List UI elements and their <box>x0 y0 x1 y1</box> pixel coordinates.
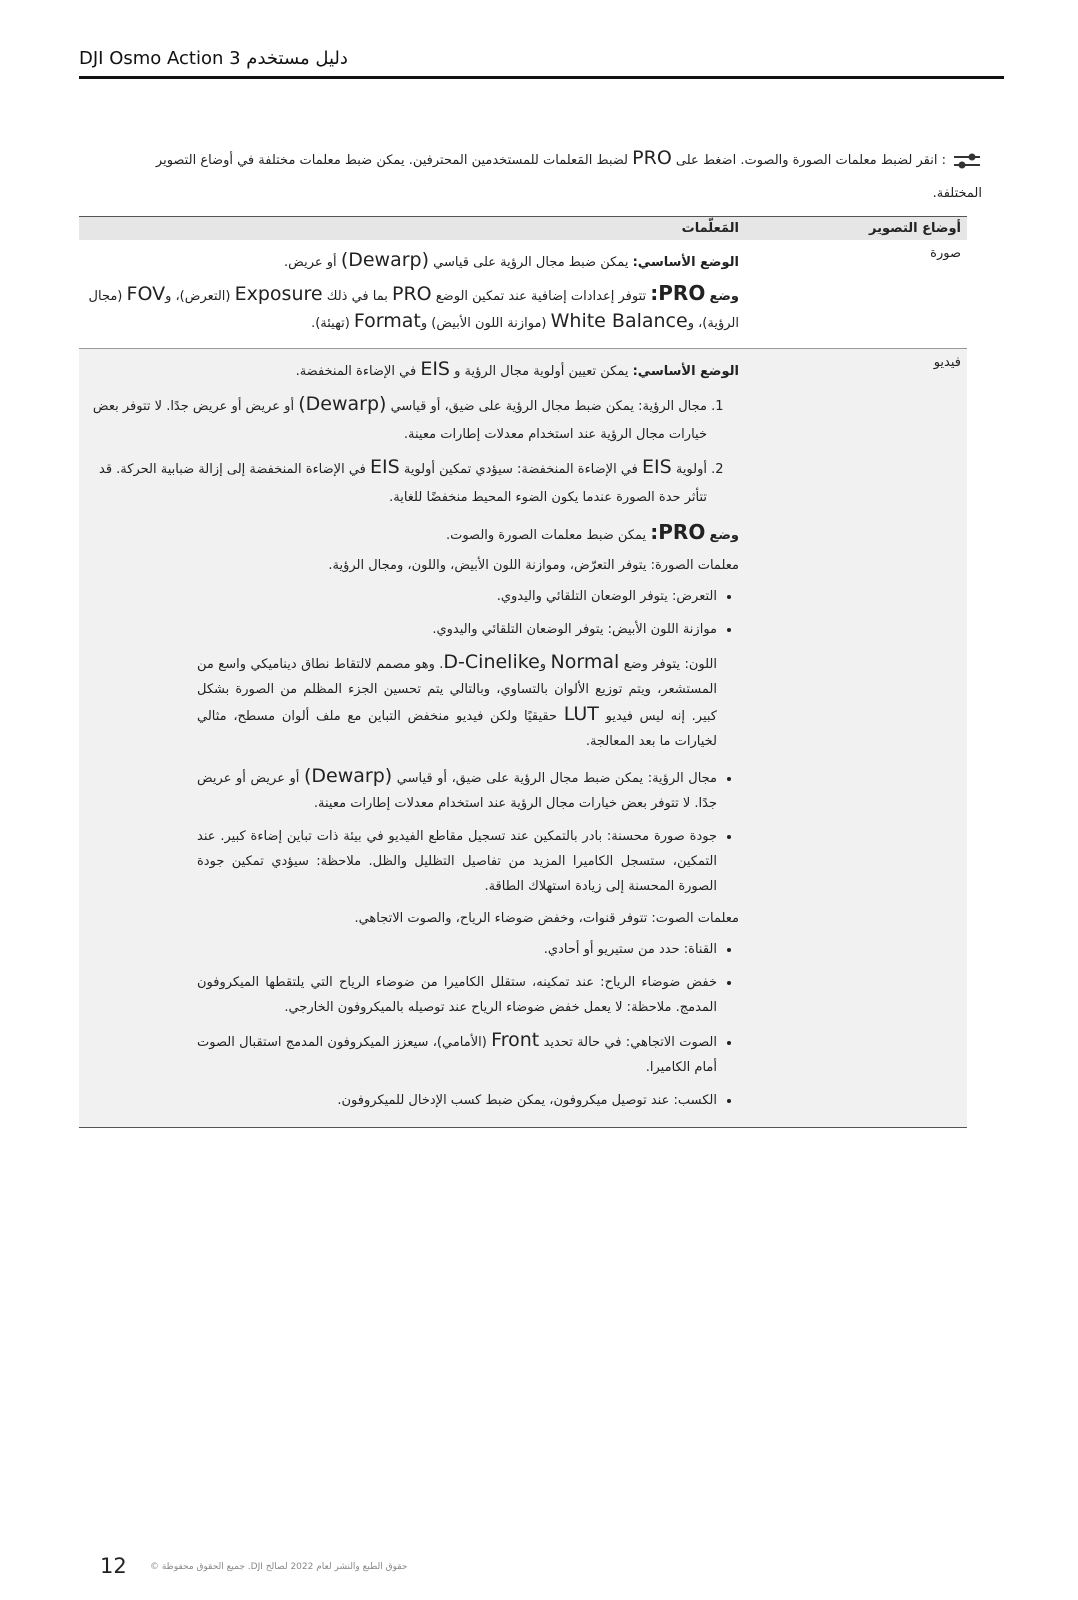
video-item2-text-c: في الإضاءة المنخفضة إلى إزالة ضبابية الحركة. قد تتأثر حدة الصورة عندما يكون الضوء المحيط منخفضًا للغاية. <box>99 462 707 505</box>
video-color-block <box>197 650 717 754</box>
video-item2-eis: EIS <box>642 456 672 478</box>
video-color-dcinelike: D-Cinelike <box>443 651 540 673</box>
video-row <box>79 349 967 1128</box>
video-dir-text-a: الصوت الاتجاهي: في حالة تحديد <box>543 1035 718 1050</box>
page-header <box>79 44 1004 79</box>
list-item: • موازنة اللون الأبيض: يتوفر الوضعان التلقائي واليدوي. <box>197 617 717 642</box>
video-color-normal: Normal <box>550 651 620 673</box>
video-dir-front: Front <box>491 1029 540 1051</box>
table-header-row <box>79 217 967 241</box>
photo-row <box>79 240 967 349</box>
list-item: • الكسب: عند توصيل ميكروفون، يمكن ضبط كسب الإدخال للميكروفون. <box>197 1088 717 1113</box>
photo-mode-cell: صورة <box>745 240 967 349</box>
photo-pro-text-3: (التعرض)، و <box>165 289 231 304</box>
video-audio-params: معلمات الصوت: تتوفر قنوات، وخفض ضوضاء الرياح، والصوت الاتجاهي. <box>354 911 739 926</box>
video-color-and: و <box>539 657 547 672</box>
video-item2-eis-2: EIS <box>370 456 400 478</box>
intro-paragraph <box>120 142 982 210</box>
shooting-modes-table <box>79 216 967 1128</box>
photo-params-cell <box>79 240 745 349</box>
list-item <box>85 453 707 512</box>
video-basic-label: الوضع الأساسي: <box>632 364 739 379</box>
photo-pro-mode <box>85 281 739 336</box>
video-item1-text-a: مجال الرؤية: يمكن ضبط مجال الرؤية على ضيق، أو قياسي <box>390 399 707 414</box>
photo-pro-text-1: تتوفر إعدادات إضافية عند تمكين الوضع <box>435 289 647 304</box>
photo-white-balance: White Balance <box>550 310 688 332</box>
photo-pro-text-6: (تهيئة). <box>311 316 350 331</box>
video-color-text-c: حقيقيًا ولكن فيديو منخفض التباين مع ملف ألوان مسطح، مثالي لخيارات ما بعد المعالجة. <box>197 709 717 749</box>
intro-pro: PRO <box>632 147 672 169</box>
photo-basic-text-2: أو عريض. <box>284 255 337 270</box>
video-fov-text-b: أو عريض أو عريض جدًا. لا تتوفر بعض خيارات مجال الرؤية عند استخدام معدلات إطارات معينة. <box>197 771 717 811</box>
page-number: 12 <box>100 1554 127 1578</box>
video-dir-text-b: (الأمامي)، سيعزز الميكروفون المدمج استقبال الصوت أمام الكاميرا. <box>197 1035 717 1075</box>
intro-colon: : <box>941 153 946 168</box>
header-params: المَعلّمات <box>79 217 745 241</box>
video-pro-mode <box>85 520 739 548</box>
video-fov-text-a: مجال الرؤية: يمكن ضبط مجال الرؤية على ضيق، أو قياسي <box>396 771 718 786</box>
video-audio-params-list <box>197 937 739 1113</box>
list-item: • خفض ضوضاء الرياح: عند تمكينه، ستقلل الكاميرا من ضوضاء الرياح التي يلتقطها الميكروفون المدمج. ملاحظة: لا يعمل خفض ضوضاء الرياح عند توصيله بالميكروفون الخارجي. <box>197 970 717 1020</box>
photo-pro-text-5: (موازنة اللون الأبيض) و <box>420 316 547 331</box>
photo-format: Format <box>353 310 421 332</box>
video-image-params: معلمات الصورة: يتوفر التعرّض، وموازنة اللون الأبيض، واللون، ومجال الرؤية. <box>328 558 739 573</box>
header-modes: أوضاع التصوير <box>745 217 967 241</box>
video-eis: EIS <box>420 358 450 380</box>
video-item1-text-b: أو عريض أو عريض جدًا. لا تتوفر بعض خيارات مجال الرؤية عند استخدام معدلات إطارات معينة. <box>92 399 707 442</box>
manual-title: DJI Osmo Action 3 دليل مستخدم <box>79 48 348 69</box>
copyright-notice: حقوق الطبع والنشر لعام 2022 لصالح DJI. جميع الحقوق محفوظة © <box>150 1562 408 1572</box>
photo-exposure: Exposure <box>234 283 323 305</box>
photo-dewarp: (Dewarp) <box>340 249 430 271</box>
video-image-params-list-2 <box>197 764 739 899</box>
photo-basic-text-1: يمكن ضبط مجال الرؤية على قياسي <box>433 255 629 270</box>
list-item: • التعرض: يتوفر الوضعان التلقائي واليدوي. <box>197 584 717 609</box>
list-item <box>197 764 717 816</box>
photo-pro-word: PRO <box>392 283 432 305</box>
photo-pro-text-2: بما في ذلك <box>326 289 388 304</box>
video-params-cell <box>79 349 745 1128</box>
video-basic-text-2: في الإضاءة المنخفضة. <box>295 364 417 379</box>
list-item: • القناة: حدد من ستيريو أو أحادي. <box>197 937 717 962</box>
photo-pro-text-4: (مجال الرؤية)، و <box>88 289 739 331</box>
video-image-params-list <box>197 584 739 642</box>
video-mode-cell: فيديو <box>745 349 967 1128</box>
video-basic-text-1: يمكن تعيين أولوية مجال الرؤية و <box>454 364 629 379</box>
video-item1-dewarp: (Dewarp) <box>298 393 387 415</box>
video-basic-list <box>85 390 739 512</box>
photo-basic-label: الوضع الأساسي: <box>632 255 739 270</box>
video-pro-label-2: PRO: <box>650 520 706 544</box>
video-fov-dewarp: (Dewarp) <box>303 765 393 787</box>
photo-pro-label-1: وضع <box>709 289 739 304</box>
intro-text-1: انقر لضبط معلمات الصورة والصوت. اضغط على <box>675 153 938 168</box>
video-color-text-b: . وهو مصمم لالتقاط نطاق ديناميكي واسع من المستشعر، ويتم توزيع الألوان بالتساوي، وبالتالي يتم تحسين الجزء المظلم من الصورة بشكل كبير. إنه ليس فيديو <box>197 657 717 724</box>
video-item2-text-b: في الإضاءة المنخفضة: سيؤدي تمكين أولوية <box>403 462 638 477</box>
list-item: • جودة صورة محسنة: بادر بالتمكين عند تسجيل مقاطع الفيديو في بيئة ذات تباين إضاءة كبير. عند التمكين، ستسجل الكاميرا المزيد من تفاصيل التظليل والظل. ملاحظة: سيؤدي تمكين جودة الصورة المحسنة إلى زيادة استهلاك الطاقة. <box>197 824 717 899</box>
photo-basic-mode <box>85 248 739 275</box>
intro-text-2: لضبط المَعلمات للمستخدمين المحترفين. يمكن ضبط معلمات مختلفة في أوضاع التصوير المختلفة. <box>155 153 982 201</box>
list-item <box>85 390 707 449</box>
video-pro-label-1: وضع <box>709 528 739 543</box>
video-basic-mode <box>85 357 739 384</box>
list-item <box>197 1028 717 1080</box>
video-item2-text-a: أولوية <box>675 462 707 477</box>
photo-pro-label-2: PRO: <box>650 281 706 305</box>
video-color-text-a: اللون: يتوفر وضع <box>623 657 717 672</box>
video-pro-text: يمكن ضبط معلمات الصورة والصوت. <box>445 528 647 543</box>
sliders-icon <box>952 151 982 171</box>
video-color-lut: LUT <box>563 703 599 725</box>
photo-fov: FOV <box>126 283 166 305</box>
